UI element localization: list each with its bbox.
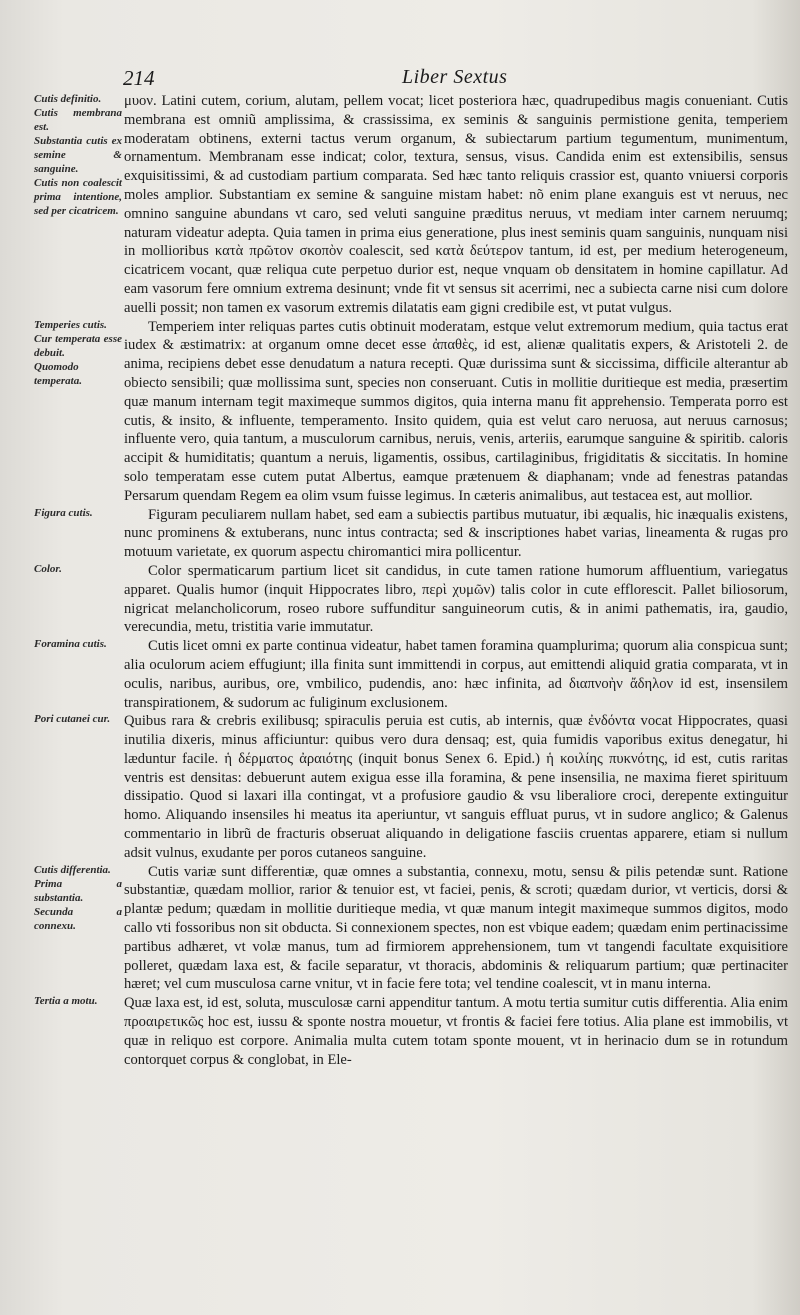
paragraph-text: Quibus rara & crebris exilibusq; spiraculis peruia est cutis, ab internis, quæ ἐνδόντα vocat Hippocrates, quasi inutilia dixeris, minus afficiuntur: quibus vero dura densaq; est, quia fumidis vaporibus exitus denegatur, hi læduntur facile. ἡ δέρματος ἀραιότης (inquit bonus Senex 6. Epid.) ἡ κοιλίης πυκνότης, id est, cutis raritas ventris est densitas: debuerunt autem exigua esse illa foramina, & pene insensilia, ne maxima fieret spirituum dissipatio. Quod si laxari illa contingat, vt a profusiore gaudio & vsu liberaliore croci, derepente extinguitur homo. Aliquando insensiles hi meatus ita aperiuntur, vt sanguis effluat purus, vt in sudore anglico; & Galenus commentario in librũ de fracturis obseruat aliquando in deligatione fasciis cruentas apparere, etiam si nullum adsit vulnus, exudante per poros cutaneos sanguine. [124, 713, 788, 861]
page-header [0, 66, 800, 92]
margin-gloss [34, 712, 122, 726]
paragraph-foramina [0, 637, 800, 712]
paragraph-figura [0, 506, 800, 562]
paragraph-differentia [0, 863, 800, 995]
gloss-note: Cutis non coalescit prima intentione, sed per cicatricem. [34, 177, 122, 217]
margin-gloss [34, 92, 122, 218]
gloss-note: Pori cutanei cur. [34, 713, 111, 726]
margin-gloss [34, 863, 122, 933]
paragraph-text: Figuram peculiarem nullam habet, sed eam a subiectis partibus mutuatur, ibi æqualis, hic inæqualis existens, nunc prominens & extuberans, nunc intus contracta; sed & inscriptiones habet varias, lineamenta & rugas pro motuum varietate, ex quorum aspectu chiromantici mira pollicentur. [124, 506, 788, 561]
margin-gloss [34, 506, 122, 520]
paragraph-text: Color spermaticarum partium licet sit candidus, in cute tamen ratione humorum affluentium, variegatus apparet. Qualis humor (inquit Hippocrates libro, περὶ χυμῶν) talis color in cute efflorescit. Pallet biliosorum, nigricat melancholicorum, roseo rubore suffunditur sanguineorum cutis, & in animi pathematis, ira, gaudio, verecundia, metu, tristitia varie immutatur. [124, 562, 788, 636]
gloss-note: Color. [34, 562, 62, 575]
paragraph-motus [0, 994, 800, 1069]
gloss-note: Cutis membrana est. [34, 107, 122, 133]
paragraph-temperies [0, 318, 800, 506]
margin-gloss [34, 562, 122, 576]
gloss-note: Cur temperata esse debuit. [34, 332, 122, 359]
running-head: Liber Sextus [402, 66, 508, 88]
paragraph-text: μυον. Latini cutem, corium, alutam, pellem vocat; licet posteriora hæc, quadrupedibus magis conueniant. Cutis membrana est omniũ amplissima, & crassissima, ex seminis & sanguinis permistione genita, temperiem moderatam obtinens, externi tactus verum organum, & subiectarum partium tegumentum, munimentum, ornamentum. Membranam esse indicat; color, textura, sensus, visus. Candida enim est extensibilis, sensus exquisitissimi, & ad custodiam partium comparata. Sed hæc tanto reliquis crassior est, quanto vniuersi corporis moles amplior. Substantiam ex semine & sanguine mistam habet: nõ enim plane exanguis est vt neruus, nec omnino sanguine abundans vt caro, sed veluti sanguine præditus neruus, vt mediam inter carnem neruumq; naturam videatur adepta. Quia tamen in prima eius generatione, plus inest seminis quam sanguinis, nunquam nisi in mollioribus κατὰ πρῶτον σκοπὸν coalescit, sed κατὰ δεύτερον tantum, id est, per medium heterogeneum, cicatricem vocant, quæ reliqua cute perpetuo durior est, neque vnquam ob densitatem in homine capillatur. Ad eam vasorum fere omnium extrema desinunt; vnde fit vt sensus sit acerrimi, nec a subiecta carne nisi cum dolore auelli possit; non tamen ex vasorum extremis dilatatis eam gigni credibile est, vt putat vulgus. [124, 93, 788, 316]
gloss-note: Cutis differentia. [34, 863, 111, 876]
page-number: 214 [123, 66, 155, 90]
paragraph-definition [0, 92, 800, 318]
paragraph-text: Temperiem inter reliquas partes cutis obtinuit moderatam, estque velut extremorum medium, quia tactus erat iudex & æstimatrix: at organum omne decet esse ἀπαθὲς, id est, alienæ qualitatis expers, & Aristoteli 2. de anima, recipiens debet esse denudatum a natura recepti. Quæ durissima sunt & siccissima, difficile alterantur ab obiecto sensibili; quæ mollissima sunt, species non conseruant. Cutis in mollitie duritieque est media, præsertim quæ manum internam tegit maximeque summos digitos, quia interna manu fit apprehensio. Temperata porro est cutis, & insito, & influente, temperamento. Insito quidem, quia est velut caro neruosa, aut neruus carnosus; influente vero, quia tantum, a musculorum carnibus, neruis, venis, arteriis, earumque sanguine & spiritib. caloris accipit & humiditatis; quantum a neruis, ligamentis, ossibus, cartilaginibus, frigiditatis & siccitatis. In homine solo temperatam esse cutem putat Albertus, eamque prætenuem & diaphanam; vnde ad fenestras patandas Persarum quendam Regem ea olim vsum fuisse legimus. In cæteris animalibus, aut testacea est, aut mollior. [124, 318, 788, 504]
paragraph-pori [0, 712, 800, 862]
gloss-note: Temperies cutis. [34, 318, 107, 331]
gloss-note: Figura cutis. [34, 506, 93, 519]
gloss-note: Tertia a motu. [34, 995, 98, 1008]
gloss-note: Quomodo temperata. [34, 360, 82, 387]
page-body [0, 92, 800, 1307]
gloss-note: Prima a substantia. [34, 877, 122, 904]
paragraph-text: Cutis variæ sunt differentiæ, quæ omnes a substantia, connexu, motu, sensu & pilis petendæ sunt. Ratione substantiæ, quædam mollior, rarior & tenuior est, vt faciei, penis, & scroti; quædam durior, vt verticis, dorsi & plantæ pedum; quædam in mollitie duritieque media, vt quæ manum integit maximeque summos digitos, modo callo vti fossoribus non sit obducta. Si connexionem spectes, non est vbique eadem; quædam enim pertinacissime partibus adhæret, vt volæ manus, tum ad firmiorem apprehensionem, tum vt tangendi facultate exquisitiore polleret, quædam laxa est, & facile separatur, vt thoracis, abdominis & reliquarum partium; quæ pertinaciter hæret; vel cum musculosa carne vnitur, vt in facie fere tota; vel tendine coalescit, vt in manu interna. [124, 863, 788, 993]
gloss-note: Foramina cutis. [34, 638, 107, 651]
gloss-note: Secunda a connexu. [34, 905, 122, 932]
margin-gloss [34, 637, 122, 651]
paragraph-text: Cutis licet omni ex parte continua videatur, habet tamen foramina quamplurima; quorum alia conspicua sunt; alia oculorum aciem effugiunt; illa finita sunt immittendi in corpus, aut emittendi aliquid gratia comparata, vt in oculis, naribus, auribus, ore, vmbilico, pudendis, ano: hæc infinita, ad διαπνοὴν ἄδηλον id est, insensilem transpirationem, & sudorum ac fuliginum exclusionem. [124, 638, 788, 711]
gloss-note: Cutis definitio. [34, 93, 102, 105]
margin-gloss [34, 318, 122, 388]
paragraph-text: Quæ laxa est, id est, soluta, musculosæ carni appenditur tantum. A motu tertia sumitur cutis differentia. Alia enim προαιρετικῶς hoc est, iussu & sponte nostra mouetur, vt frontis & faciei fere totius. Alia plane est immobilis, vt quæ in reliquo est corpore. Animalia multa cutem totam sponte mouent, vt in herinacio dum se in rotundum contorquet corpus & conglobat, in Ele- [124, 995, 788, 1068]
gloss-note: Substantia cutis ex semine & sanguine. [34, 135, 122, 175]
margin-gloss [34, 994, 122, 1008]
paragraph-color [0, 562, 800, 637]
